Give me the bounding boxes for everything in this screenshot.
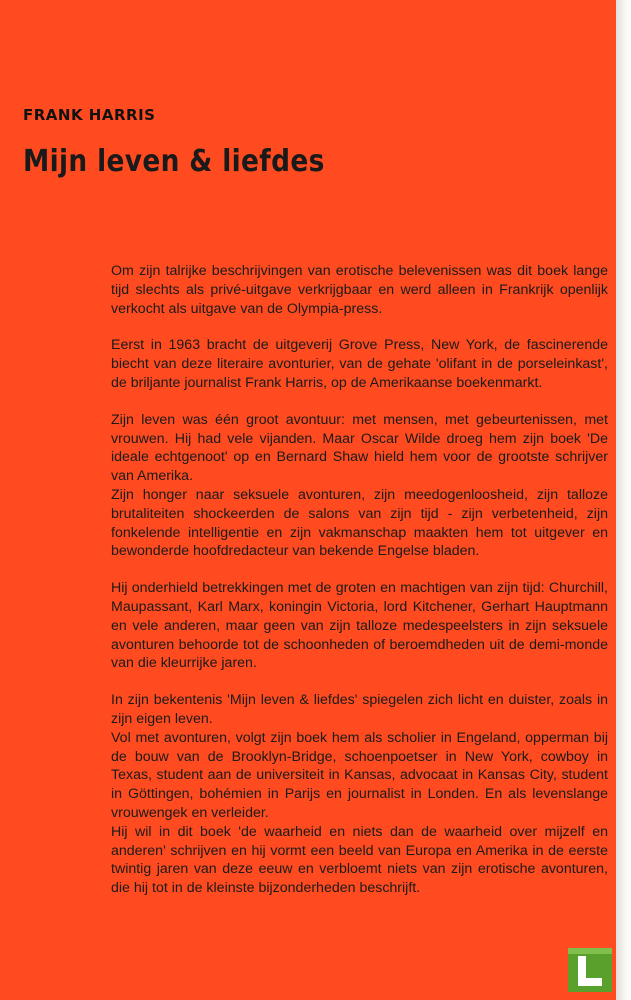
author-name: FRANK HARRIS	[23, 106, 156, 124]
blurb-paragraph: Hij onderhield betrekkingen met de groten en machtigen van zijn tijd: Churchill, Maupassant, Karl Marx, koningin Victoria, lord Kitchener, Gerhart Hauptmann en vele anderen, maar geen van zijn talloze medespeelsters in zijn seksuele avonturen behoorde tot de schoonheden of beroemdheden uit de demi-monde van die kleurrijke jaren.	[111, 580, 608, 672]
blurb-paragraph: In zijn bekentenis 'Mijn leven & liefdes' spiegelen zich licht en duister, zoals in zijn eigen leven.	[111, 692, 608, 727]
blurb-paragraph: Om zijn talrijke beschrijvingen van erotische belevenissen was dit boek lange tijd slechts als privé-uitgave verkrijgbaar en werd alleen in Frankrijk openlijk verkocht als uitgave van de Olympia-press.	[111, 263, 608, 317]
blurb-paragraph: Hij wil in dit boek 'de waarheid en niets dan de waarheid over mijzelf en anderen' schrijven en hij vormt een beeld van Europa en Amerika in de eerste twintig jaren van deze eeuw en verbloemt niets van zijn erotische avonturen, die hij tot in de kleinste bijzonderheden beschrijft.	[111, 823, 608, 897]
blurb-paragraph: Zijn honger naar seksuele avonturen, zijn meedogenloosheid, zijn talloze brutaliteiten shockeerden de salons van zijn tijd - zijn verbetenheid, zijn fonkelende intelligentie en zijn vakmanschap maakten hem tot uitgever en bewonderde hoofdredacteur van bekende Engelse bladen.	[111, 486, 608, 560]
blurb-paragraph: Zijn leven was één groot avontuur: met mensen, met gebeurtenissen, met vrouwen. Hij had vele vijanden. Maar Oscar Wilde droeg hem zijn boek 'De ideale echtgenoot' op en Bernard Shaw hield hem voor de grootste schrijver van Amerika.	[111, 411, 608, 485]
publisher-logo-icon	[568, 948, 612, 992]
blurb-text	[111, 262, 608, 898]
blurb-paragraph: Eerst in 1963 bracht de uitgeverij Grove Press, New York, de fascinerende biecht van deze literaire avonturier, van de gehate 'olifant in de porseleinkast', de briljante journalist Frank Harris, op de Amerikaanse boekenmarkt.	[111, 337, 608, 391]
book-title: Mijn leven & liefdes	[23, 144, 325, 179]
blurb-paragraph: Vol met avonturen, volgt zijn boek hem als scholier in Engeland, opperman bij de bouw van de Brooklyn-Bridge, schoenpoetser in New York, cowboy in Texas, student aan de universiteit in Kansas, advocaat in Kansas City, student in Göttingen, bohémien in Parijs en journalist in Londen. En als levenslange vrouwengek en verleider.	[111, 729, 608, 821]
page-edge	[616, 0, 631, 1000]
